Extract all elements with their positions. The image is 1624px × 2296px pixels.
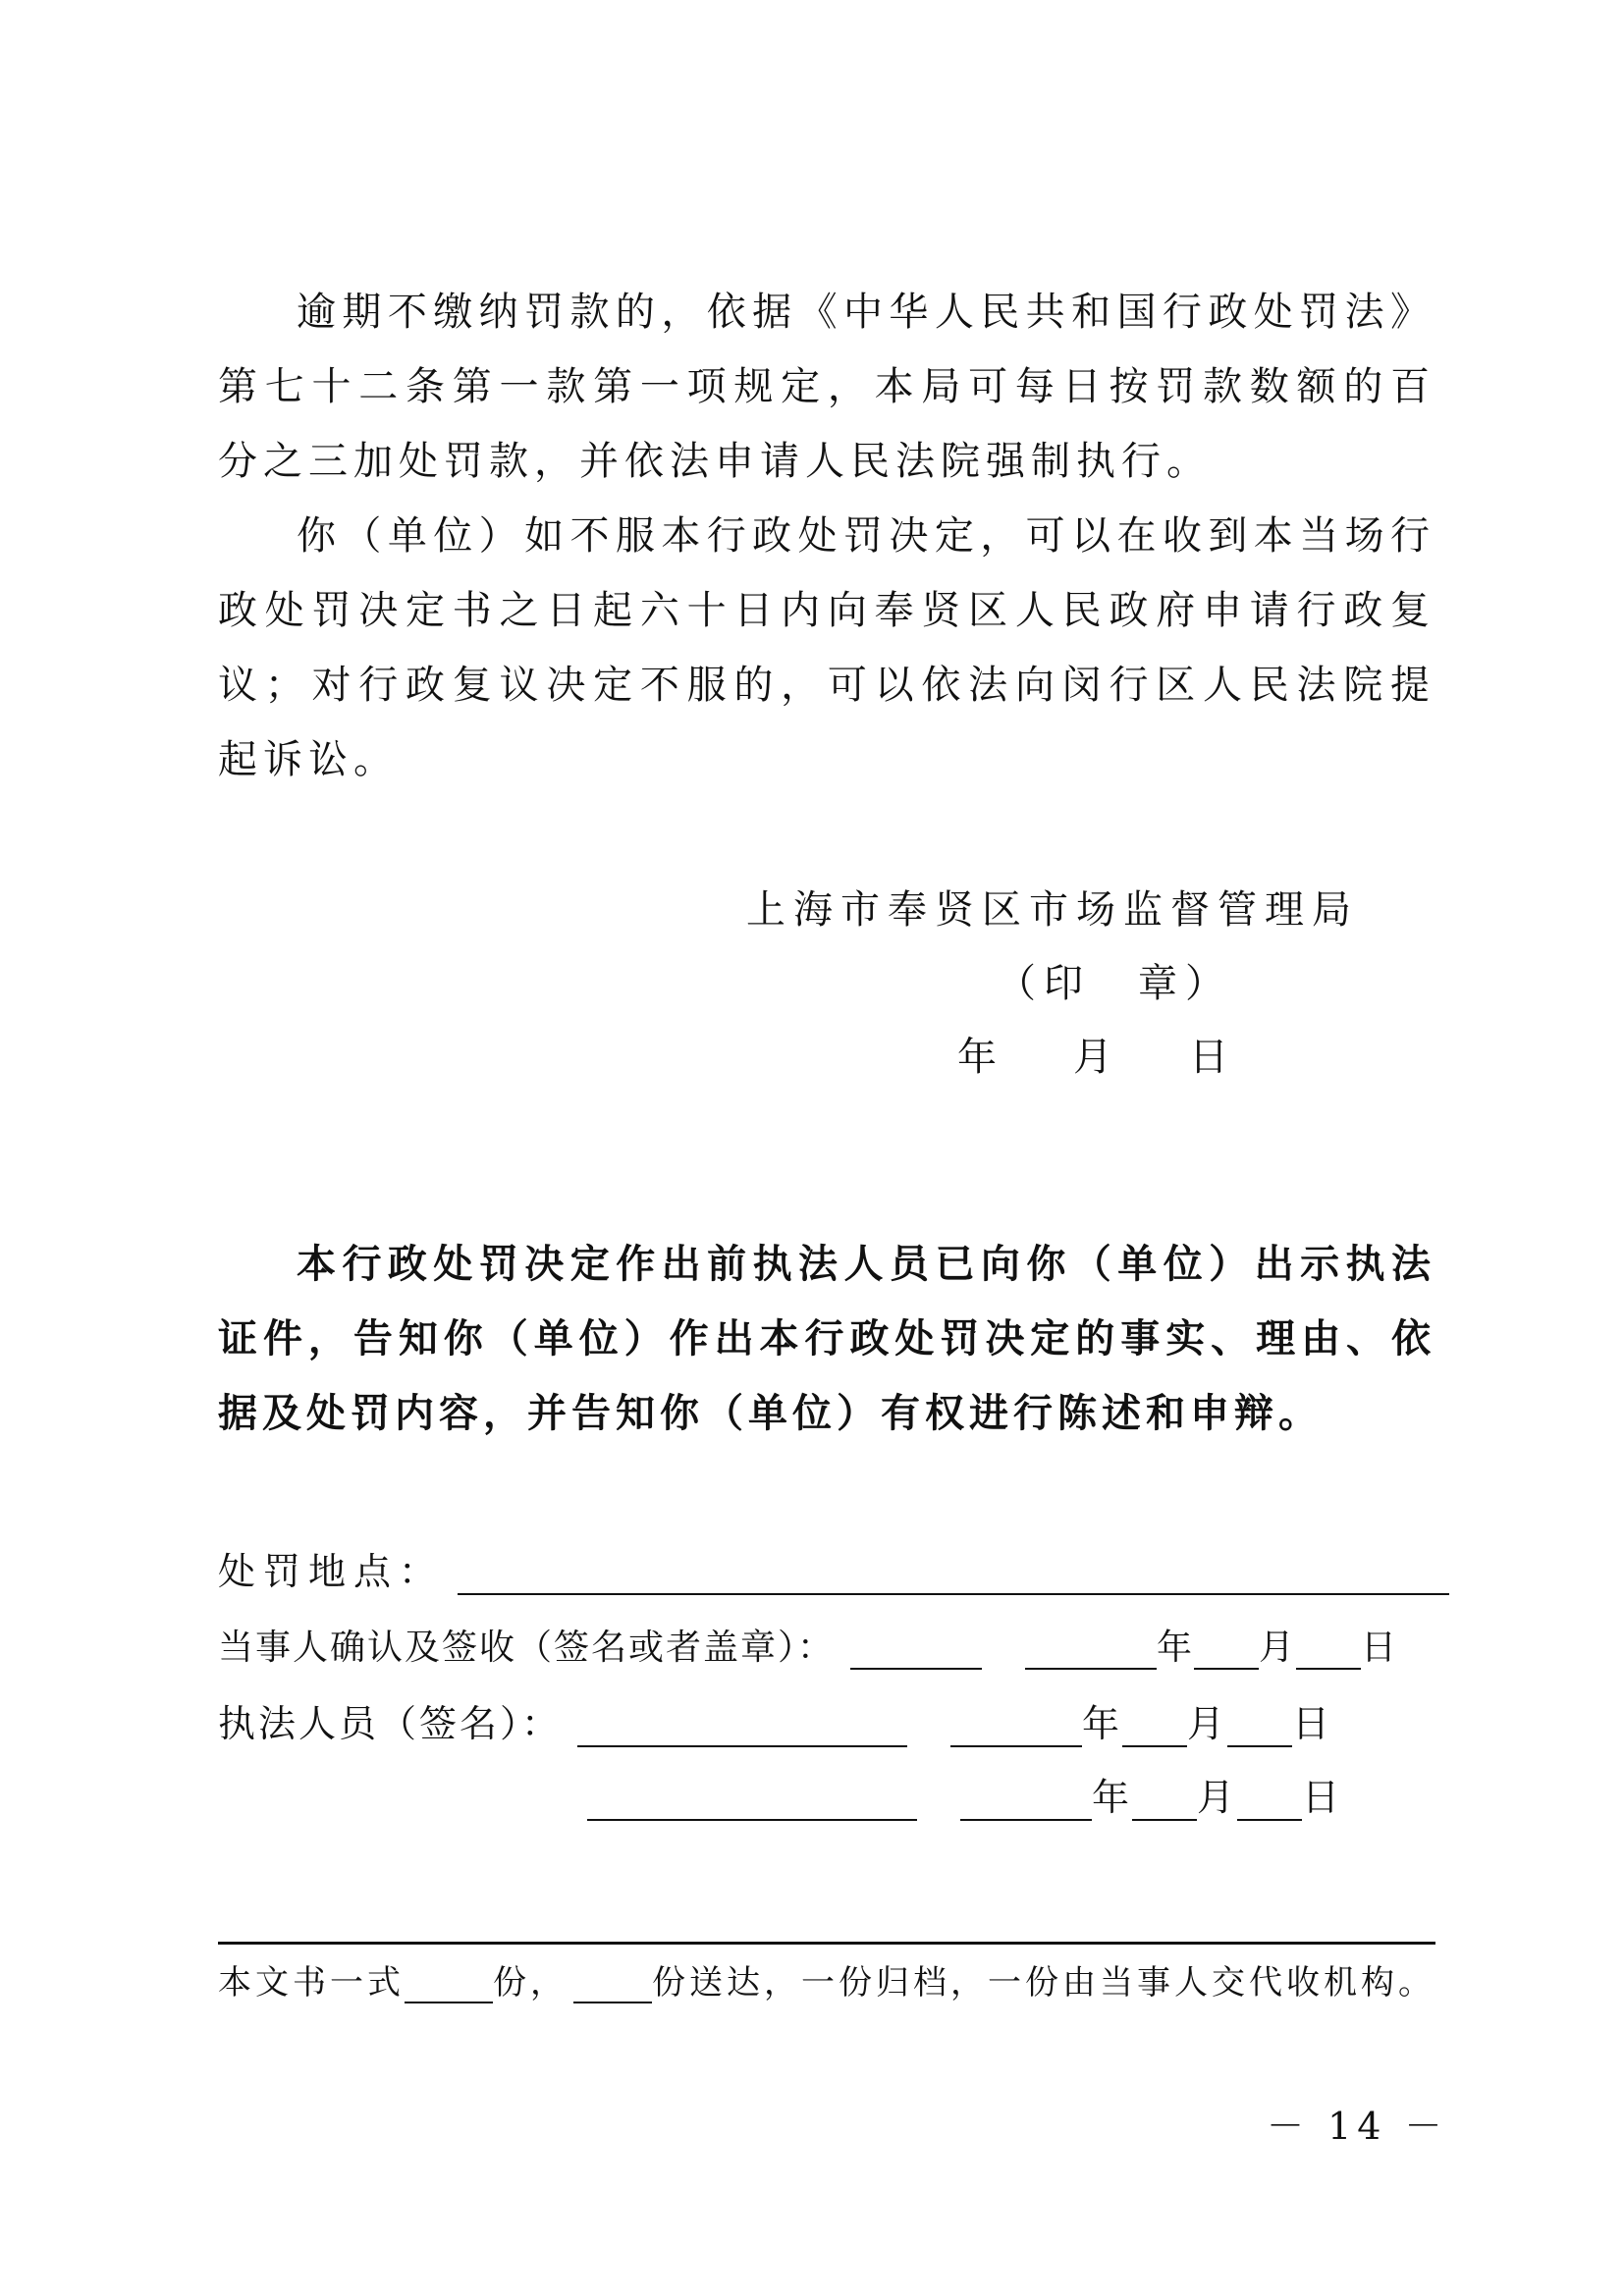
party-year-label: 年 <box>1157 1628 1195 1668</box>
total-copies-field[interactable] <box>405 1968 493 2003</box>
pre-decision-notice: 本行政处罚决定作出前执法人员已向你（单位）出示执法证件，告知你（单位）作出本行政处罚决定的事实、理由、依据及处罚内容，并告知你（单位）有权进行陈述和申辩。 <box>218 1242 1435 1436</box>
seal-placeholder: （印 章） <box>997 961 1232 1006</box>
officer-year-label: 年 <box>1082 1702 1123 1745</box>
second-officer-day-field[interactable] <box>1237 1782 1302 1821</box>
second-officer-month-label: 月 <box>1197 1776 1238 1819</box>
officer-year-field[interactable] <box>950 1708 1082 1747</box>
officer-signature-row <box>218 1693 1332 1747</box>
party-month-field[interactable] <box>1194 1630 1259 1670</box>
officer-signature-field[interactable] <box>577 1708 907 1747</box>
copies-note <box>218 1955 1435 2003</box>
second-officer-year-label: 年 <box>1092 1776 1133 1819</box>
officer-label: 执法人员（签名）： <box>218 1702 563 1745</box>
overdue-penalty-paragraph: 逾期不缴纳罚款的，依据《中华人民共和国行政处罚法》第七十二条第一款第一项规定，本局可每日按罚款数额的百分之三加处罚款，并依法申请人民法院强制执行。 <box>218 290 1435 484</box>
copies-note-part1: 本文书一式 <box>218 1963 405 2002</box>
date-month-label: 月 <box>1073 1035 1120 1080</box>
officer-month-field[interactable] <box>1122 1708 1187 1747</box>
copies-note-part2: 份， <box>493 1963 568 2002</box>
party-month-label: 月 <box>1259 1628 1297 1668</box>
date-year-label: 年 <box>957 1035 1004 1080</box>
party-year-field[interactable] <box>1025 1630 1157 1670</box>
date-day-label: 日 <box>1189 1035 1236 1080</box>
party-day-label: 日 <box>1361 1628 1399 1668</box>
copies-note-part3: 份送达，一份归档，一份由当事人交代收机构。 <box>652 1963 1435 2002</box>
second-officer-signature-row <box>218 1767 1342 1821</box>
second-officer-year-field[interactable] <box>960 1782 1092 1821</box>
officer-month-label: 月 <box>1187 1702 1228 1745</box>
signature-date <box>957 1026 1236 1082</box>
party-day-field[interactable] <box>1296 1630 1361 1670</box>
penalty-place-row <box>218 1541 1449 1595</box>
party-signature-field[interactable] <box>850 1630 982 1670</box>
footer-divider <box>218 1942 1435 1945</box>
issuing-organization: 上海市奉贤区市场监督管理局 <box>746 887 1359 933</box>
delivered-copies-field[interactable] <box>573 1968 652 2003</box>
officer-day-field[interactable] <box>1227 1708 1292 1747</box>
second-officer-month-field[interactable] <box>1132 1782 1197 1821</box>
appeal-rights-paragraph: 你（单位）如不服本行政处罚决定，可以在收到本当场行政处罚决定书之日起六十日内向奉贤区人民政府申请行政复议；对行政复议决定不服的，可以依法向闵行区人民法院提起诉讼。 <box>218 513 1435 782</box>
party-confirm-label: 当事人确认及签收（签名或者盖章）： <box>218 1628 836 1668</box>
second-officer-signature-field[interactable] <box>587 1782 917 1821</box>
officer-day-label: 日 <box>1292 1702 1333 1745</box>
penalty-place-field[interactable] <box>458 1556 1449 1595</box>
second-officer-day-label: 日 <box>1302 1776 1343 1819</box>
party-confirm-row <box>218 1620 1398 1670</box>
page-number: － 14 － <box>1267 2105 1448 2148</box>
penalty-place-label: 处罚地点： <box>218 1550 445 1593</box>
